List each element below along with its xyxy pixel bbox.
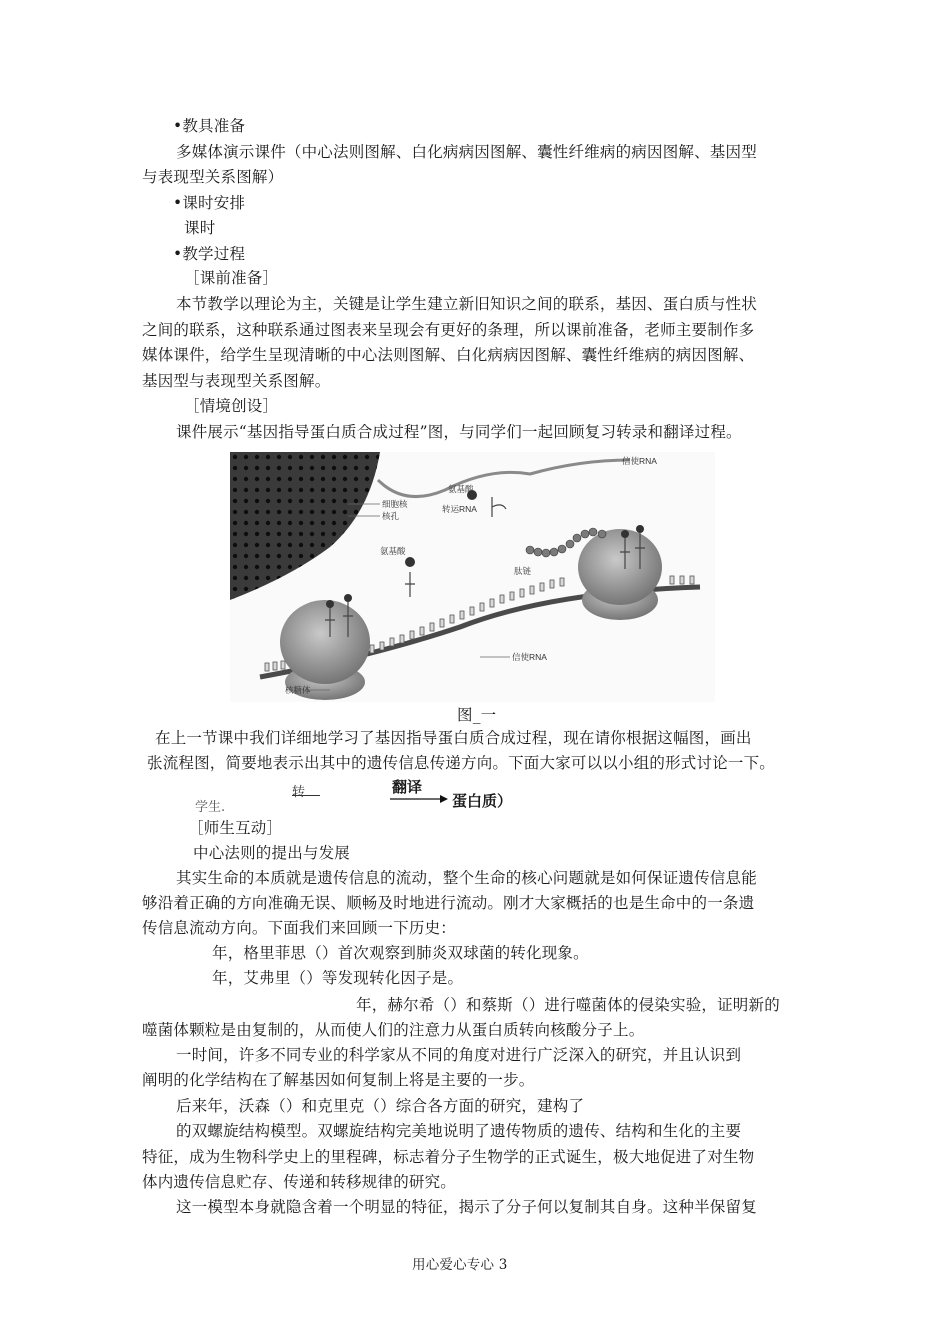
label-amino-acid: 氨基酸 xyxy=(380,546,406,556)
text-line: 一时间，许多不同专业的科学家从不同的角度对进行广泛深入的研究，并且认识到 xyxy=(176,1046,742,1064)
text-line: •教具准备 xyxy=(173,117,246,135)
ribosome-large-subunit xyxy=(578,529,662,605)
label-ribosome: 核糖体 xyxy=(285,685,311,695)
text-line: 后来年，沃森（）和克里克（）综合各方面的研究，建构了 xyxy=(176,1097,585,1115)
ribosome-large-subunit xyxy=(280,600,370,684)
text-line: 年，格里菲思（）首次观察到肺炎双球菌的转化现象。 xyxy=(212,944,589,962)
text-line: 之间的联系，这种联系通过图表来呈现会有更好的条理，所以课前准备，老师主要制作多 xyxy=(142,321,755,339)
text-line: ［师生互动］ xyxy=(188,819,283,837)
text-line: 媒体课件，给学生呈现清晰的中心法则图解、白化病病因图解、囊性纤维病的病因图解、 xyxy=(142,346,755,364)
text-line: 的双螺旋结构模型。双螺旋结构完美地说明了遗传物质的遗传、结构和生化的主要 xyxy=(176,1122,742,1140)
label-mrna-bottom: 信使RNA xyxy=(512,652,547,662)
text-line: 这一模型本身就隐含着一个明显的特征，揭示了分子何以复制其自身。这种半保留复 xyxy=(176,1198,757,1216)
text-line: 中心法则的提出与发展 xyxy=(193,844,351,862)
text-line: 体内遗传信息贮存、传递和转移规律的研究。 xyxy=(142,1173,457,1191)
arrow-icon xyxy=(390,794,450,804)
text-line: 张流程图，简要地表示出其中的遗传信息传递方向。下面大家可以以小组的形式讨论一下。 xyxy=(147,754,776,772)
text-line: 在上一节课中我们详细地学习了基因指导蛋白质合成过程，现在请你根据这幅图，画出 xyxy=(155,729,752,747)
label-peptide: 肽链 xyxy=(514,566,532,576)
text-line: 本节教学以理论为主，关键是让学生建立新旧知识之间的联系，基因、蛋白质与性状 xyxy=(176,295,757,313)
flow-product-label: 蛋白质） xyxy=(452,792,513,810)
text-line: •教学过程 xyxy=(173,245,246,263)
text-line: 阐明的化学结构在了解基因如何复制上将是主要的一步。 xyxy=(142,1071,535,1089)
flow-partial-label: 转 xyxy=(292,785,306,800)
text-line: 传信息流动方向。下面我们来回顾一下历史： xyxy=(142,919,457,937)
label-mrna-top: 信使RNA xyxy=(622,456,657,466)
text-line: 课时 xyxy=(184,219,216,237)
flow-arrow-label: 翻译 xyxy=(392,778,423,796)
label-trna: 转运RNA xyxy=(442,504,477,514)
text-line: 够沿着正确的方向准确无误、顺畅及时地进行流动。刚才大家概括的也是生命中的一条遗 xyxy=(142,894,755,912)
text-line: 特征，成为生物科学史上的里程碑，标志着分子生物学的正式诞生，极大地促进了对生物 xyxy=(142,1148,755,1166)
protein-synthesis-figure xyxy=(230,452,715,702)
label-amino-acid: 氨基酸 xyxy=(448,484,474,494)
text-line: ［情境创设］ xyxy=(184,397,279,415)
text-line: 年，艾弗里（）等发现转化因子是。 xyxy=(212,969,464,987)
figure-caption: 图_一 xyxy=(457,706,497,724)
text-line: 课件展示“基因指导蛋白质合成过程”图，与同学们一起回顾复习转录和翻译过程。 xyxy=(176,423,742,441)
flow-underline xyxy=(292,795,320,796)
text-line: 多媒体演示课件（中心法则图解、白化病病因图解、囊性纤维病的病因图解、基因型 xyxy=(176,143,757,161)
flow-student-label: 学生. xyxy=(195,800,226,815)
text-line: 年，赫尔希（）和蔡斯（）进行噬菌体的侵染实验，证明新的 xyxy=(356,996,780,1014)
text-line: 基因型与表现型关系图解。 xyxy=(142,372,331,390)
page-footer: 用心爱心专心 3 xyxy=(412,1257,508,1273)
label-nucleus: 细胞核 xyxy=(382,499,408,509)
label-pore: 核孔 xyxy=(382,511,400,521)
text-line: 其实生命的本质就是遗传信息的流动，整个生命的核心问题就是如何保证遗传信息能 xyxy=(176,869,757,887)
text-line: 噬菌体颗粒是由复制的，从而使人们的注意力从蛋白质转向核酸分子上。 xyxy=(142,1021,645,1039)
text-line: •课时安排 xyxy=(173,194,246,212)
text-line: 与表现型关系图解） xyxy=(142,168,284,186)
text-line: ［课前准备］ xyxy=(184,269,279,287)
